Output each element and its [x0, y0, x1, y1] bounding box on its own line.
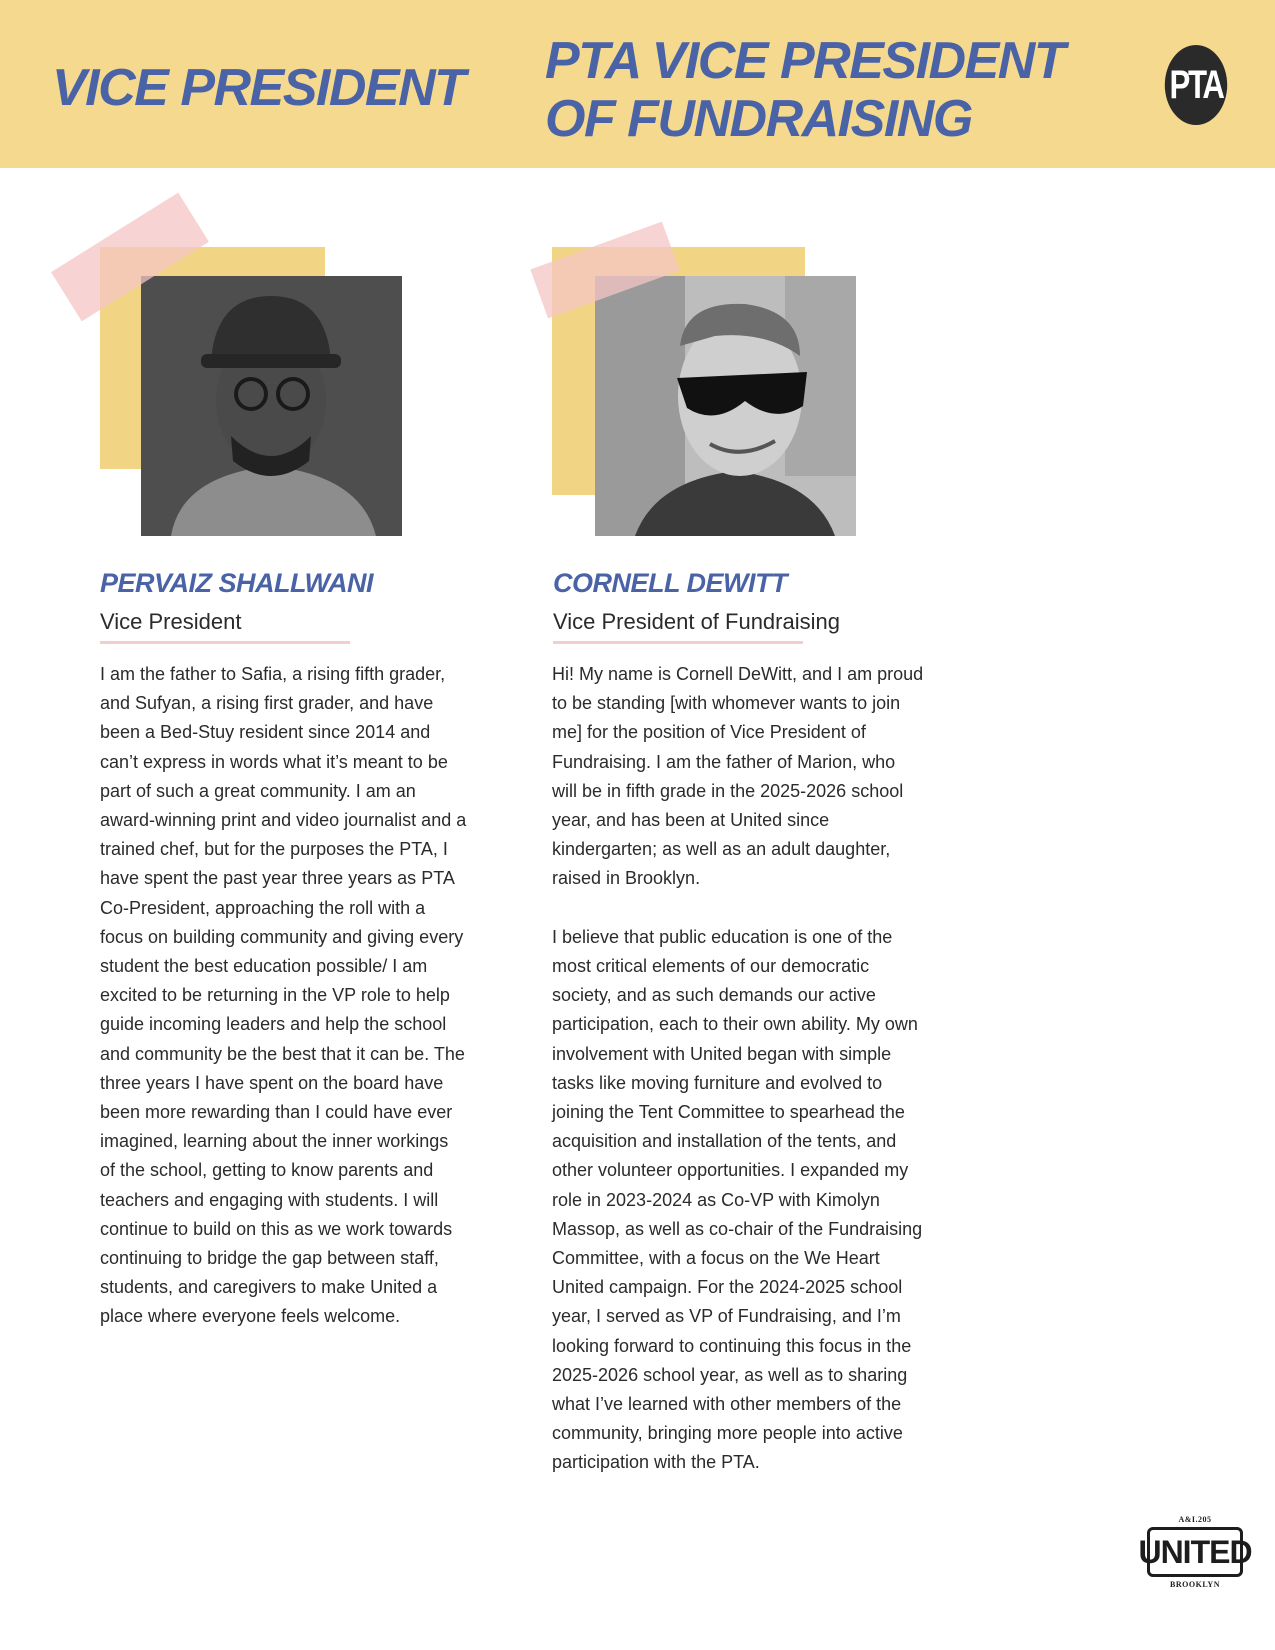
candidate-2-portrait — [595, 276, 856, 536]
candidate-1-portrait — [141, 276, 402, 536]
divider — [553, 641, 803, 644]
bio-paragraph: Hi! My name is Cornell DeWitt, and I am proud to be standing [with whomever wants to join me] for the position of Vice President of Fundraising. I am the father of Marion, who will be in fifth grade in the 2025-2026 school year, and has been at United since kindergarten; as well as an adult daughter, raised in Brooklyn. — [552, 664, 924, 889]
candidate-2-name: CORNELL DEWITT — [553, 568, 787, 598]
left-column-title: VICE PRESIDENT — [52, 59, 465, 117]
portrait-illustration — [141, 276, 402, 536]
logo-bottom-text: BROOKLYN — [1170, 1580, 1220, 1589]
logo-main-text: UNITED — [1147, 1527, 1243, 1577]
right-column-title: PTA VICE PRESIDENT OF FUNDRAISING — [545, 32, 1065, 148]
candidate-1-name: PERVAIZ SHALLWANI — [100, 568, 374, 598]
candidate-1-role: Vice President — [100, 609, 242, 634]
pta-logo: PTA — [1165, 45, 1227, 125]
candidate-2-role: Vice President of Fundraising — [553, 609, 840, 634]
united-brooklyn-logo — [1138, 1515, 1252, 1595]
bio-paragraph: I am the father to Safia, a rising fifth grader, and Sufyan, a rising first grader, and have been a Bed-Stuy resident since 2014 and can’t express in words what it’s meant to be part of such a great community. I am an award-winning print and video journalist and a trained chef, but for the purposes the PTA, I have spent the past year three years as PTA Co-President, approaching the roll with a focus on building community and giving every student the best education possible/ I am excited to be returning in the VP role to help guide incoming leaders and help the school and community be the best that it can be. The three years I have spent on the board have been more rewarding than I could have ever imagined, learning about the inner workings of the school, getting to know parents and teachers and engaging with students. I will continue to build on this as we work towards continuing to bridge the gap between staff, students, and caregivers to make United a place where everyone feels welcome. — [100, 664, 467, 1327]
bio-paragraph: I believe that public education is one of the most critical elements of our democratic society, and as such demands our active participation, each to their own ability. My own involvement with United began with simple tasks like moving furniture and evolved to joining the Tent Committee to spearhead the acquisition and installation of the tents, and other volunteer opportunities. I expanded my role in 2023-2024 as Co-VP with Kimolyn Massop, as well as co-chair of the Fundraising Committee, with a focus on the We Heart United campaign. For the 2024-2025 school year, I served as VP of Fundraising, and I’m looking forward to continuing this focus in the 2025-2026 school year, as well as to sharing what I’ve learned with other members of the community, bringing more people into active participation with the PTA. — [552, 926, 923, 1473]
page-header — [0, 0, 1275, 168]
candidate-2-bio — [552, 660, 924, 1478]
portrait-illustration — [595, 276, 856, 536]
logo-top-text: A&I.205 — [1178, 1515, 1212, 1524]
candidate-1-bio — [100, 660, 468, 1332]
divider — [100, 641, 350, 644]
